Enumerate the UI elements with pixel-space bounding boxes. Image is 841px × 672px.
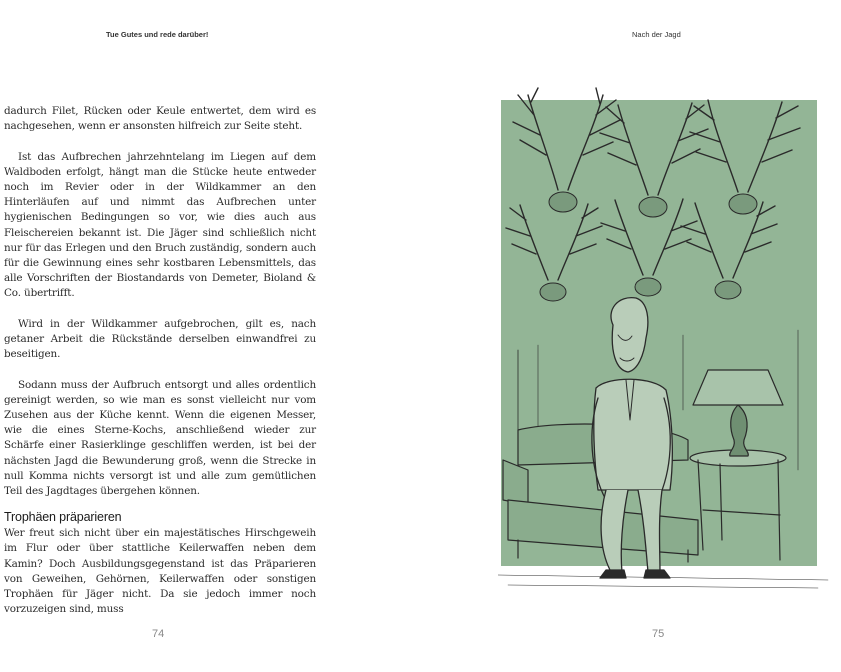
left-page: [0, 0, 420, 672]
paragraph: dadurch Filet, Rücken oder Keule entwertet, dem wird es nachgesehen, wenn er ansonsten hilfreich zur Seite steht.: [4, 105, 316, 133]
running-header-right: Nach der Jagd: [632, 30, 681, 39]
paragraph: Ist das Aufbrechen jahrzehntelang im Liegen auf dem Waldboden erfolgt, hängt man die Stücke heute entweder noch im Revier oder in der Wildkammer an den Hinterläufen auf und nimmt das Aufbrechen unter hygienischen Bedingungen so vor, wie dies auch aus Fleischereien bekannt ist. Die Jäger sind schließlich nicht nur für das Erlegen und den Bruch zuständig, sondern auch für die Gewinnung eines sehr kostbaren Lebensmittels, das alle Vorschriften der Biostandards von Demeter, Bioland & Co. übertrifft.: [4, 150, 316, 300]
section-heading: Trophäen präparieren: [4, 510, 122, 525]
paragraph: Wer freut sich nicht über ein majestätisches Hirschgeweih im Flur oder über stattliche Keilerwaffen neben dem Kamin? Doch Ausbildungsgegenstand ist das Präparieren von Geweihen, Gehörnen, Keilerwaffen oder sonstigen Trophäen für Jäger nicht. Da sie jedoch immer noch vorzuzeigen sind, muss: [4, 527, 316, 616]
illustration-hunter-trophies: [498, 80, 834, 600]
page-number-right: 75: [652, 628, 665, 640]
paragraph: Wird in der Wildkammer aufgebrochen, gilt es, nach getaner Arbeit die Rückstände derselben einwandfrei zu beseitigen.: [4, 317, 316, 361]
running-header-left: Tue Gutes und rede darüber!: [106, 30, 209, 39]
page-number-left: 74: [152, 628, 165, 640]
paragraph: Sodann muss der Aufbruch entsorgt und alles ordentlich gereinigt werden, so wie man es sonst vielleicht nur vom Zusehen aus der Küche kennt. Wenn die eigenen Messer, wie die eines Sterne-Kochs, anschließend wieder zur Schärfe einer Rasierklinge geschliffen werden, ist bei der nächsten Jagd die Bewunderung groß, wenn die Strecke in null Komma nichts versorgt ist und alle zum gemütlichen Teil des Jagdtages übergehen können.: [4, 378, 316, 498]
body-text: [4, 104, 316, 617]
right-page: [420, 0, 841, 672]
